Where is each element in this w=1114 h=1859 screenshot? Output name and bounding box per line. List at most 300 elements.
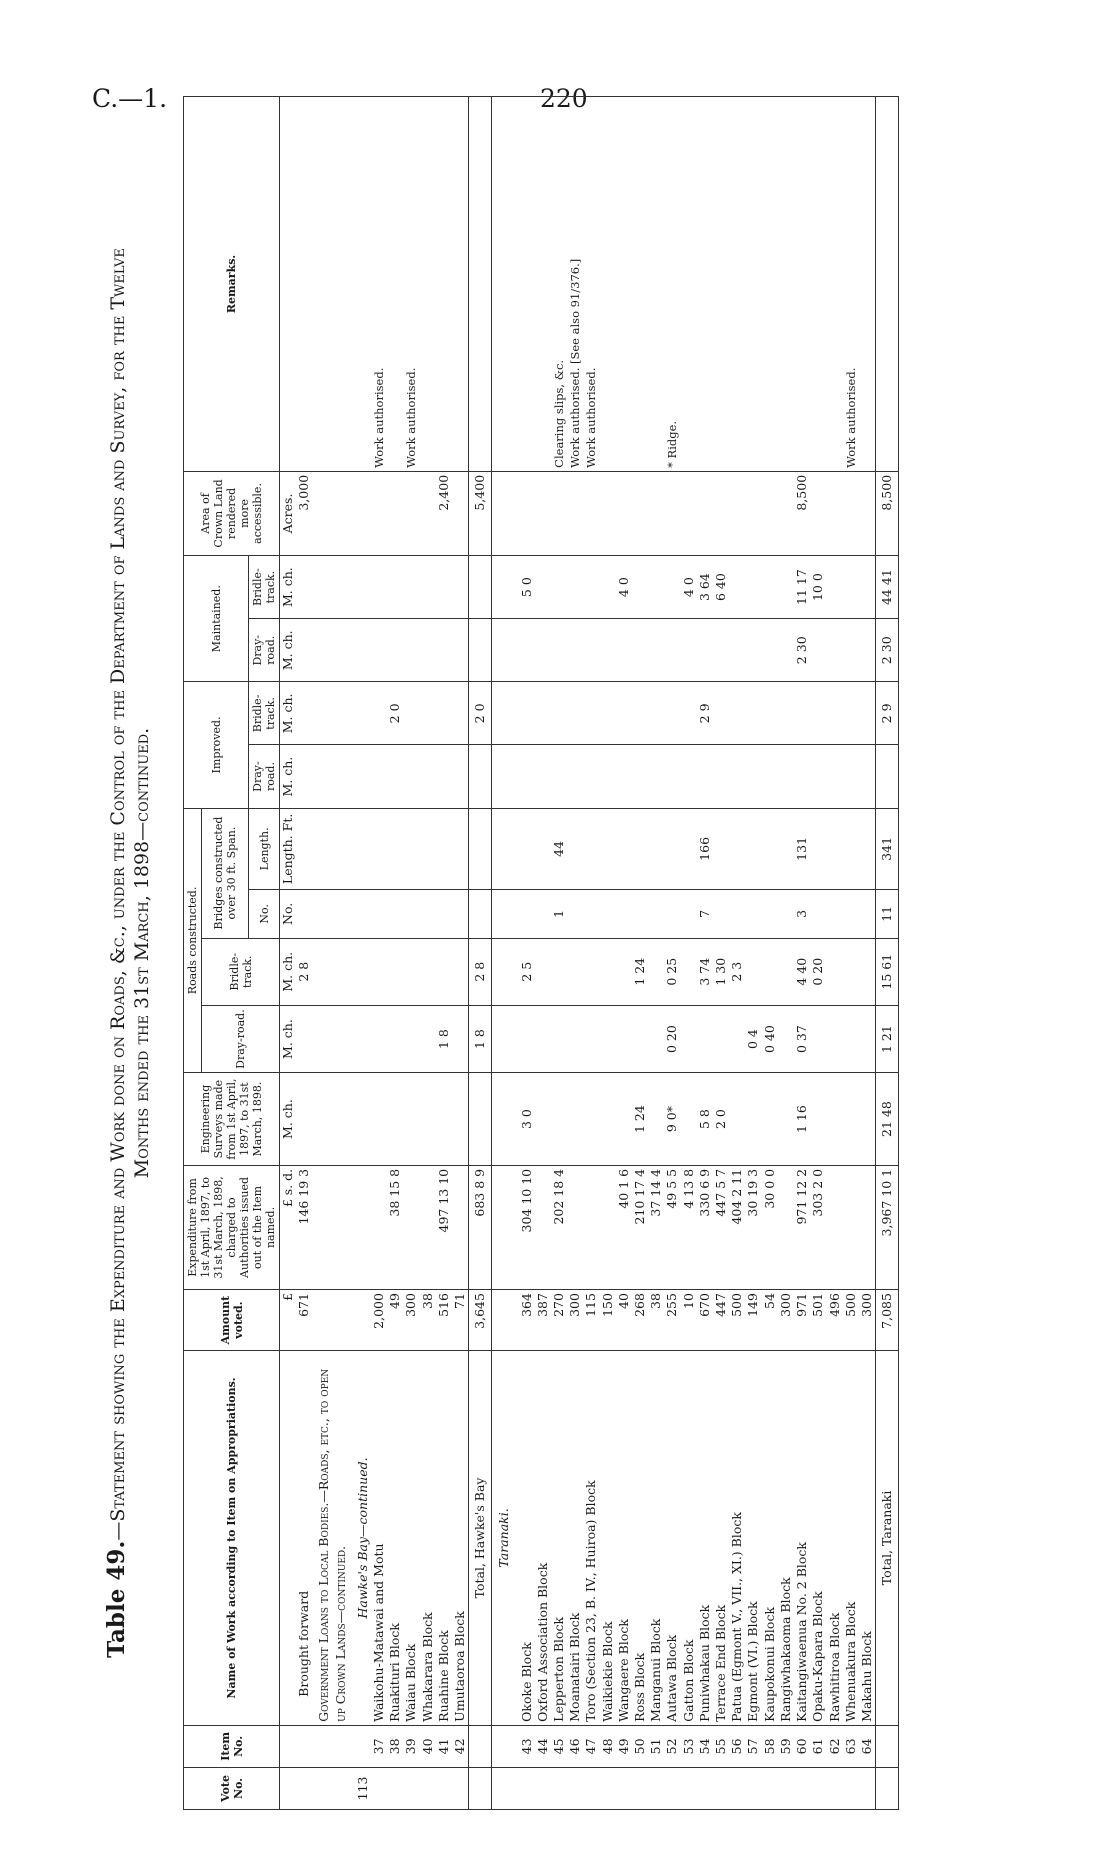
cell-surveys <box>420 1073 436 1166</box>
cell-surveys <box>600 1073 616 1166</box>
cell-rc-dray: 0 4 <box>745 1005 761 1072</box>
cell-remarks <box>713 97 729 472</box>
table-row <box>778 97 794 1810</box>
cell-name: Okoke Block <box>519 1351 535 1726</box>
cell-expenditure: 404 2 11 <box>729 1165 745 1289</box>
cell-imp-dray <box>859 745 876 808</box>
col-rc-bridle: Bridle-track. <box>202 938 280 1005</box>
cell-rc-bridle: 1 24 <box>632 938 648 1005</box>
cell-area: 5,400 <box>469 471 492 555</box>
cell-bridge-length <box>664 808 680 890</box>
cell-area <box>778 471 794 555</box>
cell-rc-bridle <box>778 938 794 1005</box>
cell-surveys <box>648 1073 664 1166</box>
cell-item-no: 61 <box>810 1725 826 1767</box>
cell-rc-dray <box>859 1005 876 1072</box>
hawkes-total-row <box>469 97 492 1810</box>
cell-rc-bridle: 2 8 <box>296 938 312 1005</box>
col-bridge-length: Length. <box>249 808 280 890</box>
cell-name: Gatton Block <box>681 1351 697 1726</box>
cell-remarks <box>452 97 469 472</box>
table-row <box>403 97 419 1810</box>
cell-amount: 268 <box>632 1290 648 1351</box>
cell-imp-dray <box>567 745 583 808</box>
col-item-no: Item No. <box>184 1725 280 1767</box>
cell-expenditure <box>859 1165 876 1289</box>
cell-expenditure: 30 19 3 <box>745 1165 761 1289</box>
cell-amount: 364 <box>519 1290 535 1351</box>
cell-mnt-bridle <box>648 556 664 619</box>
cell-mnt-bridle: 4 0 <box>681 556 697 619</box>
cell-amount: 38 <box>420 1290 436 1351</box>
cell-area <box>697 471 713 555</box>
cell-rc-bridle <box>648 938 664 1005</box>
cell-rc-bridle <box>436 938 452 1005</box>
cell-rc-bridle <box>420 938 436 1005</box>
cell-expenditure <box>371 1165 387 1289</box>
cell-rc-bridle <box>387 938 403 1005</box>
table-row <box>632 97 648 1810</box>
cell-rc-bridle: 15 61 <box>876 938 899 1005</box>
cell-remarks <box>436 97 452 472</box>
cell-remarks <box>859 97 876 472</box>
cell-expenditure <box>420 1165 436 1289</box>
cell-bridge-length <box>583 808 599 890</box>
cell-imp-bridle <box>664 682 680 745</box>
cell-mnt-dray <box>648 619 664 682</box>
cell-imp-bridle <box>648 682 664 745</box>
cell-rc-dray <box>452 1005 469 1072</box>
cell-item-no: 64 <box>859 1725 876 1767</box>
cell-rc-dray <box>600 1005 616 1072</box>
cell-imp-bridle <box>632 682 648 745</box>
cell-item-no: 55 <box>713 1725 729 1767</box>
table-row <box>681 97 697 1810</box>
cell-expenditure <box>843 1165 859 1289</box>
cell-imp-dray <box>664 745 680 808</box>
col-mnt-bridle: Bridle-track. <box>249 556 280 619</box>
col-remarks: Remarks. <box>184 97 280 472</box>
cell-area <box>551 471 567 555</box>
cell-imp-dray <box>420 745 436 808</box>
table-row <box>583 97 599 1810</box>
cell-bridge-length <box>452 808 469 890</box>
cell-expenditure <box>535 1165 551 1289</box>
cell-name: Toro (Section 23, B. IV., Huiroa) Block <box>583 1351 599 1726</box>
cell-area <box>713 471 729 555</box>
cell-item-no: 49 <box>616 1725 632 1767</box>
cell-mnt-dray <box>535 619 551 682</box>
cell-rc-bridle: 0 20 <box>810 938 826 1005</box>
cell-bridge-no <box>859 890 876 938</box>
cell-amount: 300 <box>567 1290 583 1351</box>
taranaki-heading-row <box>492 97 519 1810</box>
cell-remarks <box>632 97 648 472</box>
cell-mnt-bridle <box>436 556 452 619</box>
cell-rc-dray <box>713 1005 729 1072</box>
cell-rc-dray <box>420 1005 436 1072</box>
cell-rc-bridle: 1 30 <box>713 938 729 1005</box>
cell-area <box>616 471 632 555</box>
cell-name: Ruahine Block <box>436 1351 452 1726</box>
cell-expenditure: 30 0 0 <box>762 1165 778 1289</box>
cell-amount: 10 <box>681 1290 697 1351</box>
cell-bridge-length <box>403 808 419 890</box>
cell-imp-dray <box>729 745 745 808</box>
cell-imp-dray <box>535 745 551 808</box>
cell-item-no: 48 <box>600 1725 616 1767</box>
cell-amount: 71 <box>452 1290 469 1351</box>
cell-surveys <box>843 1073 859 1166</box>
cell-rc-dray: 0 40 <box>762 1005 778 1072</box>
cell-imp-bridle <box>827 682 843 745</box>
unit-mch: M. ch. <box>280 1073 297 1166</box>
hawkes-heading-row <box>355 97 371 1810</box>
cell-rc-dray <box>729 1005 745 1072</box>
cell-rc-dray <box>681 1005 697 1072</box>
col-bridges: Bridges constructed over 30 ft. Span. <box>202 808 249 938</box>
cell-item-no: 52 <box>664 1725 680 1767</box>
cell-area <box>452 471 469 555</box>
cell-bridge-no <box>371 890 387 938</box>
cell-surveys: 3 0 <box>519 1073 535 1166</box>
cell-expenditure <box>452 1165 469 1289</box>
cell-rc-bridle: 2 5 <box>519 938 535 1005</box>
cell-imp-bridle <box>713 682 729 745</box>
cell-bridge-no <box>729 890 745 938</box>
cell-rc-bridle <box>452 938 469 1005</box>
cell-bridge-no <box>567 890 583 938</box>
cell-bridge-no <box>616 890 632 938</box>
cell-item-no: 54 <box>697 1725 713 1767</box>
cell-remarks: Work authorised. <box>403 97 419 472</box>
cell-bridge-no: 7 <box>697 890 713 938</box>
cell-mnt-bridle <box>420 556 436 619</box>
cell-bridge-no: 3 <box>794 890 810 938</box>
cell-amount: 300 <box>403 1290 419 1351</box>
cell-name: Waiau Block <box>403 1351 419 1726</box>
cell-item-no: 60 <box>794 1725 810 1767</box>
cell-remarks <box>697 97 713 472</box>
unit-ft <box>280 808 297 890</box>
table-row <box>843 97 859 1810</box>
cell-area <box>745 471 761 555</box>
cell-area <box>567 471 583 555</box>
cell-area <box>843 471 859 555</box>
cell-amount: 7,085 <box>876 1290 899 1351</box>
cell-surveys <box>583 1073 599 1166</box>
cell-amount: 38 <box>648 1290 664 1351</box>
cell-rc-bridle <box>551 938 567 1005</box>
cell-rc-dray <box>827 1005 843 1072</box>
cell-amount: 54 <box>762 1290 778 1351</box>
cell-mnt-bridle <box>403 556 419 619</box>
title-text-2: Months ended the 31st March, 1898—continued. <box>131 727 153 1179</box>
col-improved: Improved. <box>184 682 249 808</box>
cell-bridge-no <box>778 890 794 938</box>
cell-remarks <box>600 97 616 472</box>
cell-imp-bridle <box>420 682 436 745</box>
cell-mnt-dray <box>664 619 680 682</box>
unit-mch: M. ch. <box>280 1005 297 1072</box>
cell-item-no: 41 <box>436 1725 452 1767</box>
col-expenditure: Expenditure from 1st April, 1897, to 31st March, 1898, charged to Authorities issued out of the Item named. <box>184 1165 280 1289</box>
cell-rc-dray: 0 20 <box>664 1005 680 1072</box>
cell-imp-dray <box>403 745 419 808</box>
section-heading: Government Loans to Local Bodies.—Roads, etc., to open up Crown Lands—continued. <box>312 1351 354 1726</box>
cell-imp-dray <box>436 745 452 808</box>
cell-surveys: 1 16 <box>794 1073 810 1166</box>
col-surveys: Engineering Surveys made from 1st April, 1897, to 31st March, 1898. <box>184 1073 280 1166</box>
cell-imp-bridle: 2 9 <box>697 682 713 745</box>
section-heading-row <box>312 97 354 1810</box>
cell-mnt-dray <box>436 619 452 682</box>
unit-pound: £ <box>280 1290 297 1351</box>
cell-imp-bridle: 2 9 <box>876 682 899 745</box>
cell-expenditure <box>778 1165 794 1289</box>
cell-amount: 115 <box>583 1290 599 1351</box>
cell-surveys <box>616 1073 632 1166</box>
col-mnt-dray: Dray-road. <box>249 619 280 682</box>
cell-rc-dray <box>583 1005 599 1072</box>
cell-name: Terrace End Block <box>713 1351 729 1726</box>
cell-bridge-length <box>681 808 697 890</box>
cell-bridge-length <box>436 808 452 890</box>
cell-name: Umutaoroa Block <box>452 1351 469 1726</box>
cell-bridge-length <box>371 808 387 890</box>
cell-remarks <box>519 97 535 472</box>
cell-expenditure: 40 1 6 <box>616 1165 632 1289</box>
cell-rc-dray <box>616 1005 632 1072</box>
cell-bridge-length <box>616 808 632 890</box>
cell-name: Rawhitiroa Block <box>827 1351 843 1726</box>
cell-area: 2,400 <box>436 471 452 555</box>
hawkes-bay-rows <box>371 97 469 1810</box>
cell-expenditure: 683 8 9 <box>469 1165 492 1289</box>
cell-rc-bridle: 0 25 <box>664 938 680 1005</box>
cell-imp-dray <box>583 745 599 808</box>
cell-rc-bridle <box>600 938 616 1005</box>
cell-bridge-no <box>452 890 469 938</box>
cell-name: Ruakituri Block <box>387 1351 403 1726</box>
cell-area <box>681 471 697 555</box>
cell-amount: 447 <box>713 1290 729 1351</box>
table-row <box>387 97 403 1810</box>
cell-bridge-length <box>859 808 876 890</box>
cell-rc-dray <box>697 1005 713 1072</box>
cell-rc-dray <box>648 1005 664 1072</box>
cell-mnt-dray <box>681 619 697 682</box>
table-row <box>664 97 680 1810</box>
cell-imp-bridle <box>371 682 387 745</box>
cell-bridge-length <box>713 808 729 890</box>
cell-amount: 300 <box>859 1290 876 1351</box>
page-number: 220 <box>540 84 588 113</box>
cell-expenditure: 330 6 9 <box>697 1165 713 1289</box>
cell-item-no: 39 <box>403 1725 419 1767</box>
table-title <box>105 96 154 1810</box>
cell-remarks <box>387 97 403 472</box>
cell-mnt-dray <box>729 619 745 682</box>
cell-expenditure <box>567 1165 583 1289</box>
cell-mnt-dray: 2 30 <box>794 619 810 682</box>
cell-mnt-bridle: 5 0 <box>519 556 535 619</box>
cell-surveys: 1 24 <box>632 1073 648 1166</box>
cell-rc-bridle: 4 40 <box>794 938 810 1005</box>
cell-item-no: 38 <box>387 1725 403 1767</box>
table-row <box>567 97 583 1810</box>
cell-surveys <box>810 1073 826 1166</box>
cell-imp-dray <box>648 745 664 808</box>
cell-expenditure: 971 12 2 <box>794 1165 810 1289</box>
cell-amount: 501 <box>810 1290 826 1351</box>
cell-remarks: Clearing slips, &c. <box>551 97 567 472</box>
cell-mnt-bridle <box>452 556 469 619</box>
cell-expenditure: 37 14 4 <box>648 1165 664 1289</box>
brought-forward-row <box>296 97 312 1810</box>
cell-surveys <box>729 1073 745 1166</box>
cell-mnt-dray <box>859 619 876 682</box>
cell-imp-dray <box>778 745 794 808</box>
cell-mnt-bridle <box>859 556 876 619</box>
brought-forward-label: Brought forward <box>296 1351 312 1726</box>
cell-rc-bridle: 2 3 <box>729 938 745 1005</box>
table-row <box>859 97 876 1810</box>
cell-amount: 971 <box>794 1290 810 1351</box>
table-row <box>697 97 713 1810</box>
cell-mnt-bridle <box>762 556 778 619</box>
cell-expenditure <box>827 1165 843 1289</box>
total-label: Total, Hawke's Bay <box>469 1351 492 1726</box>
cell-surveys: 2 0 <box>713 1073 729 1166</box>
cell-remarks <box>681 97 697 472</box>
cell-surveys <box>452 1073 469 1166</box>
cell-expenditure: 447 5 7 <box>713 1165 729 1289</box>
cell-imp-bridle: 2 0 <box>387 682 403 745</box>
cell-area <box>583 471 599 555</box>
cell-expenditure: 3,967 10 1 <box>876 1165 899 1289</box>
cell-rc-bridle: 2 8 <box>469 938 492 1005</box>
cell-area <box>387 471 403 555</box>
cell-bridge-no <box>648 890 664 938</box>
table-row <box>600 97 616 1810</box>
cell-imp-bridle <box>403 682 419 745</box>
cell-bridge-no <box>827 890 843 938</box>
cell-amount: 149 <box>745 1290 761 1351</box>
cell-area <box>762 471 778 555</box>
cell-rc-bridle <box>859 938 876 1005</box>
col-name: Name of Work according to Item on Appropriations. <box>184 1351 280 1726</box>
table-row <box>794 97 810 1810</box>
cell-rc-bridle: 3 74 <box>697 938 713 1005</box>
cell-mnt-bridle <box>827 556 843 619</box>
table-row <box>551 97 567 1810</box>
cell-area <box>535 471 551 555</box>
unit-mch: M. ch. <box>280 745 297 808</box>
cell-expenditure: 4 13 8 <box>681 1165 697 1289</box>
cell-bridge-no <box>664 890 680 938</box>
cell-mnt-bridle <box>632 556 648 619</box>
cell-imp-dray <box>794 745 810 808</box>
cell-mnt-bridle <box>745 556 761 619</box>
cell-bridge-no: 1 <box>551 890 567 938</box>
cell-bridge-length <box>762 808 778 890</box>
unit-mch: M. ch. <box>280 619 297 682</box>
cell-name: Rangiwhakaoma Block <box>778 1351 794 1726</box>
cell-mnt-bridle: 11 17 <box>794 556 810 619</box>
cell-remarks <box>729 97 745 472</box>
cell-bridge-length <box>810 808 826 890</box>
cell-imp-bridle <box>745 682 761 745</box>
col-amount-voted: Amount voted. <box>184 1290 280 1351</box>
table-row <box>519 97 535 1810</box>
cell-area <box>371 471 387 555</box>
cell-bridge-length <box>648 808 664 890</box>
cell-item-no: 45 <box>551 1725 567 1767</box>
table-row <box>762 97 778 1810</box>
cell-imp-bridle <box>535 682 551 745</box>
cell-surveys: 5 8 <box>697 1073 713 1166</box>
cell-item-no: 58 <box>762 1725 778 1767</box>
vote-number: 113 <box>355 1767 371 1809</box>
cell-imp-bridle <box>843 682 859 745</box>
cell-bridge-no: 11 <box>876 890 899 938</box>
table-row <box>648 97 664 1810</box>
cell-imp-dray <box>616 745 632 808</box>
cell-amount: 671 <box>296 1290 312 1351</box>
cell-rc-dray <box>778 1005 794 1072</box>
cell-bridge-length <box>745 808 761 890</box>
unit-acres: Acres. <box>280 471 297 555</box>
cell-bridge-length <box>535 808 551 890</box>
cell-name: Opaku-Kapara Block <box>810 1351 826 1726</box>
cell-bridge-no <box>583 890 599 938</box>
cell-imp-dray <box>810 745 826 808</box>
table-row <box>827 97 843 1810</box>
unit-length: Length. <box>280 835 295 885</box>
cell-item-no: 56 <box>729 1725 745 1767</box>
cell-amount: 496 <box>827 1290 843 1351</box>
cell-expenditure: 497 13 10 <box>436 1165 452 1289</box>
cell-mnt-bridle: 44 41 <box>876 556 899 619</box>
cell-remarks: Work authorised. <box>583 97 599 472</box>
cell-mnt-bridle <box>729 556 745 619</box>
cell-amount: 670 <box>697 1290 713 1351</box>
cell-imp-bridle <box>519 682 535 745</box>
cell-imp-dray <box>745 745 761 808</box>
cell-name: Lepperton Block <box>551 1351 567 1726</box>
cell-bridge-length <box>519 808 535 890</box>
cell-imp-bridle <box>567 682 583 745</box>
cell-imp-bridle <box>600 682 616 745</box>
cell-amount: 270 <box>551 1290 567 1351</box>
cell-bridge-length <box>843 808 859 890</box>
cell-imp-dray <box>843 745 859 808</box>
cell-mnt-bridle <box>535 556 551 619</box>
unit-no: No. <box>280 890 297 938</box>
cell-rc-dray: 1 8 <box>469 1005 492 1072</box>
cell-imp-dray <box>519 745 535 808</box>
cell-imp-bridle <box>551 682 567 745</box>
cell-area <box>664 471 680 555</box>
cell-bridge-length: 341 <box>876 808 899 890</box>
cell-amount: 255 <box>664 1290 680 1351</box>
cell-imp-dray <box>827 745 843 808</box>
cell-bridge-no <box>420 890 436 938</box>
cell-bridge-no <box>843 890 859 938</box>
col-vote-no: Vote No. <box>184 1767 280 1809</box>
cell-name: Makahu Block <box>859 1351 876 1726</box>
